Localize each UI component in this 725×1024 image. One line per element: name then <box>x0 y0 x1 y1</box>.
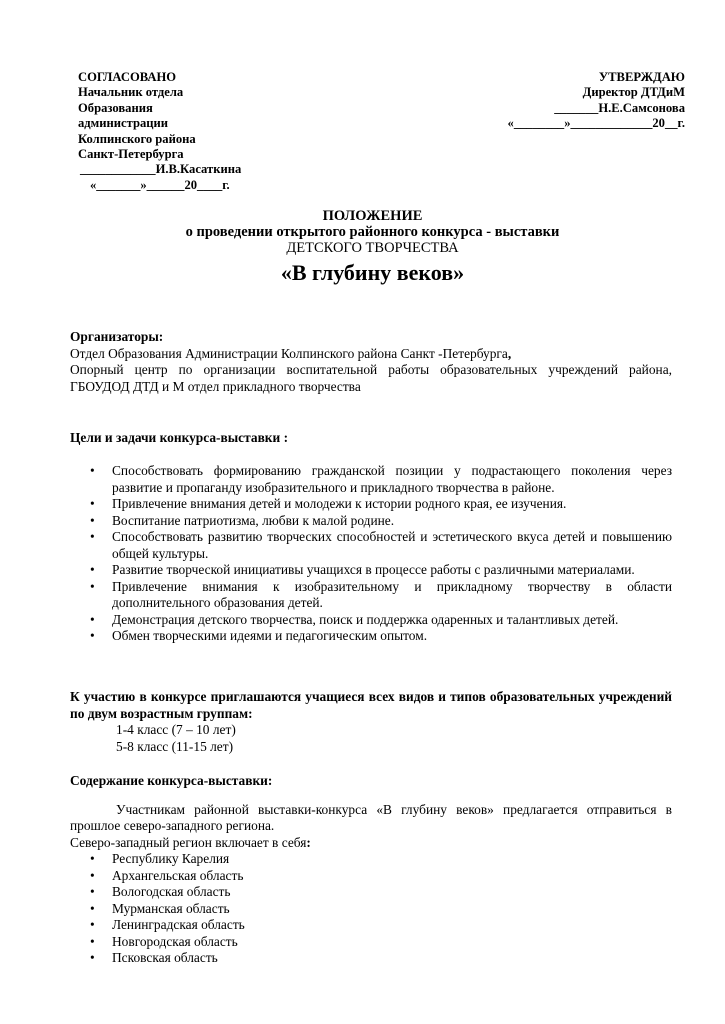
agreed-date-line: «_______»______20____г. <box>90 177 230 192</box>
agreed-position-line: Санкт-Петербурга <box>78 147 184 162</box>
list-item: • Обмен творческими идеями и педагогическим опытом. <box>70 628 672 645</box>
list-item: • Архангельская область <box>70 868 672 885</box>
organizers-line-1-text: Отдел Образования Администрации Колпинского района Санкт -Петербурга <box>70 345 508 361</box>
list-item: • Способствовать формированию гражданской позиции у подрастающего поколения через развитие и пропаганду изобразительного и прикладного творчества в районе. <box>70 463 672 496</box>
list-item: • Способствовать развитию творческих способностей и эстетического вкуса детей и повышению общей культуры. <box>70 529 672 562</box>
agreed-signature-line: ____________И.В.Касаткина <box>80 162 242 177</box>
list-item: • Привлечение внимания детей и молодежи к истории родного края, ее изучения. <box>70 496 672 513</box>
approved-date-line: «________»_____________20__г. <box>507 116 685 131</box>
agreed-position-line: администрации <box>78 116 169 131</box>
organizers-section <box>70 329 672 395</box>
title-line-3: ДЕТСКОГО ТВОРЧЕСТВА <box>286 240 459 256</box>
list-item: • Демонстрация детского творчества, поиск и поддержка одаренных и талантливых детей. <box>70 612 672 629</box>
list-item: • Ленинградская область <box>70 917 672 934</box>
list-item: • Новгородская область <box>70 934 672 951</box>
agreed-position-line: Начальник отдела <box>78 85 184 100</box>
list-item: • Развитие творческой инициативы учащихся в процессе работы с различными материалами. <box>70 562 672 579</box>
region-intro-colon: : <box>306 834 311 850</box>
content-section <box>70 773 672 967</box>
list-item: • Воспитание патриотизма, любви к малой родине. <box>70 513 672 530</box>
approved-signature-line: _______Н.Е.Самсонова <box>554 100 685 115</box>
content-paragraph: Участникам районной выставки-конкурса «В глубину веков» предлагается отправиться в прошлое северо-западного региона. <box>70 801 672 833</box>
contest-name: «В глубину веков» <box>280 260 465 285</box>
agreed-position-line: Образования <box>78 100 153 115</box>
region-intro <box>70 835 672 852</box>
approval-block-left <box>78 70 241 193</box>
age-group-2: 5-8 класс (11-15 лет) <box>116 738 234 754</box>
list-item: • Псковская область <box>70 950 672 967</box>
list-item: • Мурманская область <box>70 901 672 918</box>
organizers-heading: Организаторы: <box>70 329 164 344</box>
list-item: • Республику Карелия <box>70 851 672 868</box>
region-intro-text: Северо-западный регион включает в себя <box>70 834 307 850</box>
goals-list <box>70 463 672 645</box>
title-line-2: о проведении открытого районного конкурса - выставки <box>185 224 560 240</box>
organizers-line-1 <box>70 346 672 363</box>
goals-heading-block <box>70 430 672 447</box>
agreed-position-line: Колпинского района <box>78 131 196 146</box>
content-heading: Содержание конкурса-выставки: <box>70 773 273 788</box>
participants-section <box>70 689 672 755</box>
organizers-line-1-comma: , <box>507 345 512 361</box>
goals-section <box>70 463 672 645</box>
list-item: • Привлечение внимания к изобразительному и прикладному творчеству в области дополнительного образования детей. <box>70 579 672 612</box>
approved-position-line: Директор ДТДиМ <box>582 85 685 100</box>
document-title <box>60 208 685 288</box>
age-group-1: 1-4 класс (7 – 10 лет) <box>116 722 236 737</box>
approved-label: УТВЕРЖДАЮ <box>598 70 685 84</box>
regions-list <box>70 851 672 967</box>
goals-heading: Цели и задачи конкурса-выставки : <box>70 430 289 445</box>
participants-heading: К участию в конкурсе приглашаются учащиеся всех видов и типов образовательных учреждений по двум возрастным группам: <box>70 689 672 721</box>
approval-block-right <box>508 70 685 132</box>
agreed-label: СОГЛАСОВАНО <box>78 70 177 84</box>
list-item: • Вологодская область <box>70 884 672 901</box>
organizers-line-2: Опорный центр по организации воспитательной работы образовательных учреждений района, ГБОУДОД ДТД и М отдел прикладного творчества <box>70 362 672 394</box>
title-line-1: ПОЛОЖЕНИЕ <box>322 208 423 224</box>
